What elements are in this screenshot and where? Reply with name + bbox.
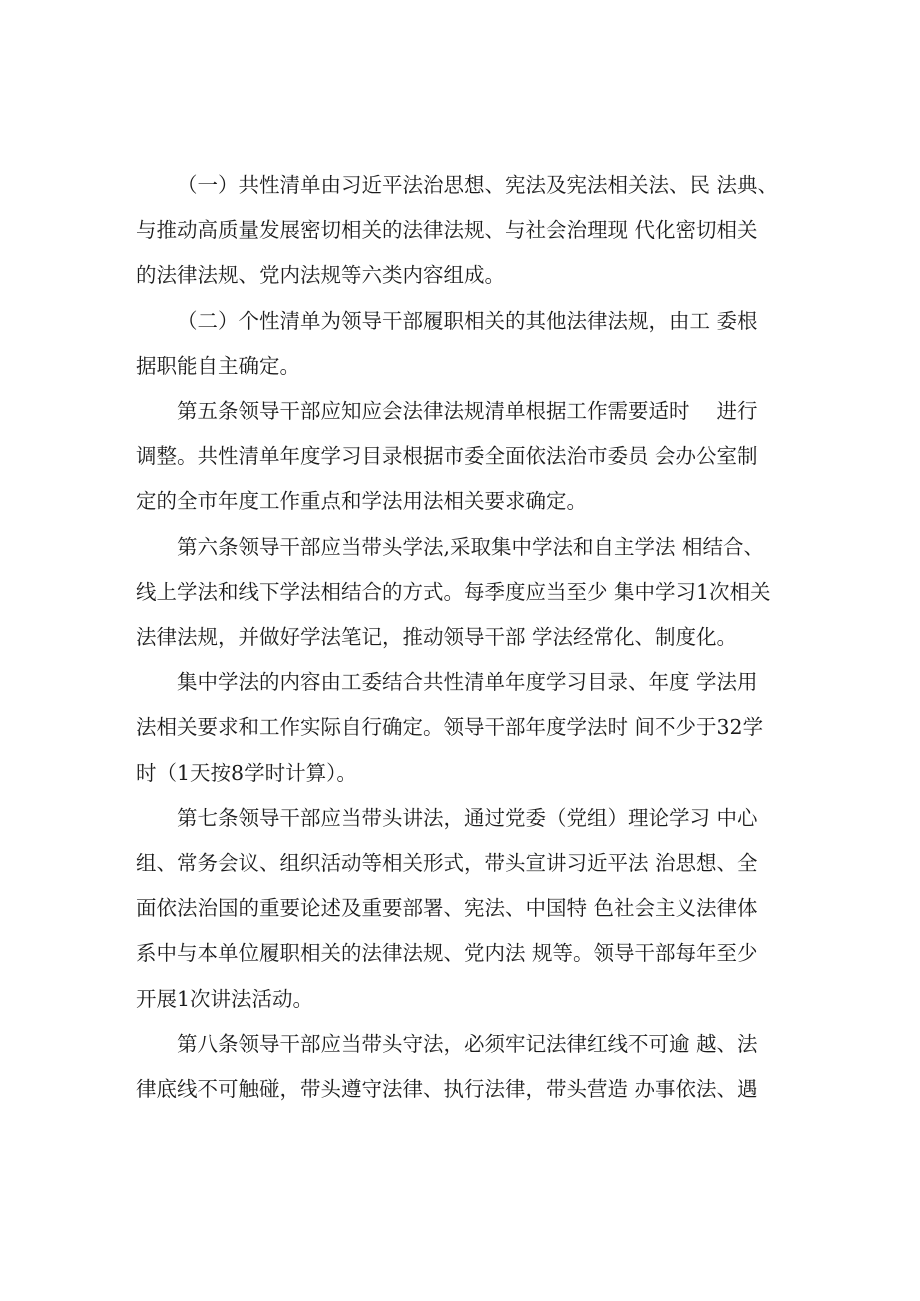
paragraph-2 (136, 299, 796, 389)
text-line: （一）共性清单由习近平法治思想、宪法及宪法相关法、民 法典、 (177, 173, 779, 197)
paragraph-1 (136, 163, 796, 299)
text-line: 组、常务会议、组织活动等相关形式，带头宣讲习近平法 治思想、全 (136, 851, 758, 876)
text-line: 面依法治国的重要论述及重要部署、宪法、中国特 色社会主义法律体 (136, 896, 758, 921)
paragraph-4 (136, 525, 796, 661)
text-line: 线上学法和线下学法相结合的方式。每季度应当至少 集中学习1次相关 (136, 579, 771, 604)
text-line: 第六条领导干部应当带头学法,采取集中学法和自主学法 相结合、 (177, 534, 765, 559)
text-line: 系中与本单位履职相关的法律法规、党内法 规等。领导干部每年至少 (136, 941, 758, 966)
paragraph-5 (136, 660, 796, 796)
text-line: 调整。共性清单年度学习目录根据市委全面依法治市委员 会办公室制 (136, 444, 758, 469)
text-line: 据职能自主确定。 (136, 353, 300, 378)
text-line: 与推动高质量发展密切相关的法律法规、与社会治理现 代化密切相关 (136, 218, 758, 243)
text-line: 定的全市年度工作重点和学法用法相关要求确定。 (136, 489, 587, 514)
document-body (136, 163, 796, 1112)
text-line: 集中学法的内容由工委结合共性清单年度学习目录、年度 学法用 (177, 670, 758, 695)
text-line: 法律法规，并做好学法笔记，推动领导干部 学法经常化、制度化。 (136, 625, 738, 650)
text-line: 的法律法规、党内法规等六类内容组成。 (136, 263, 505, 288)
text-line: （二）个性清单为领导干部履职相关的其他法律法规，由工 委根 (177, 308, 758, 333)
paragraph-6 (136, 796, 796, 1022)
paragraph-3 (136, 389, 796, 525)
text-line: 第五条领导干部应知应会法律法规清单根据工作需要适时 进行 (177, 399, 758, 424)
text-line: 时（1天按8学时计算）。 (136, 760, 357, 785)
text-line: 第八条领导干部应当带头守法，必须牢记法律红线不可逾 越、法 (177, 1031, 758, 1056)
text-line: 法相关要求和工作实际自行确定。领导干部年度学法时 间不少于32学 (136, 715, 764, 740)
text-line: 律底线不可触碰，带头遵守法律、执行法律，带头营造 办事依法、遇 (136, 1077, 758, 1102)
text-line: 第七条领导干部应当带头讲法，通过党委（党组）理论学习 中心 (177, 805, 758, 830)
paragraph-7 (136, 1022, 796, 1112)
text-line: 开展1次讲法活动。 (136, 986, 314, 1011)
